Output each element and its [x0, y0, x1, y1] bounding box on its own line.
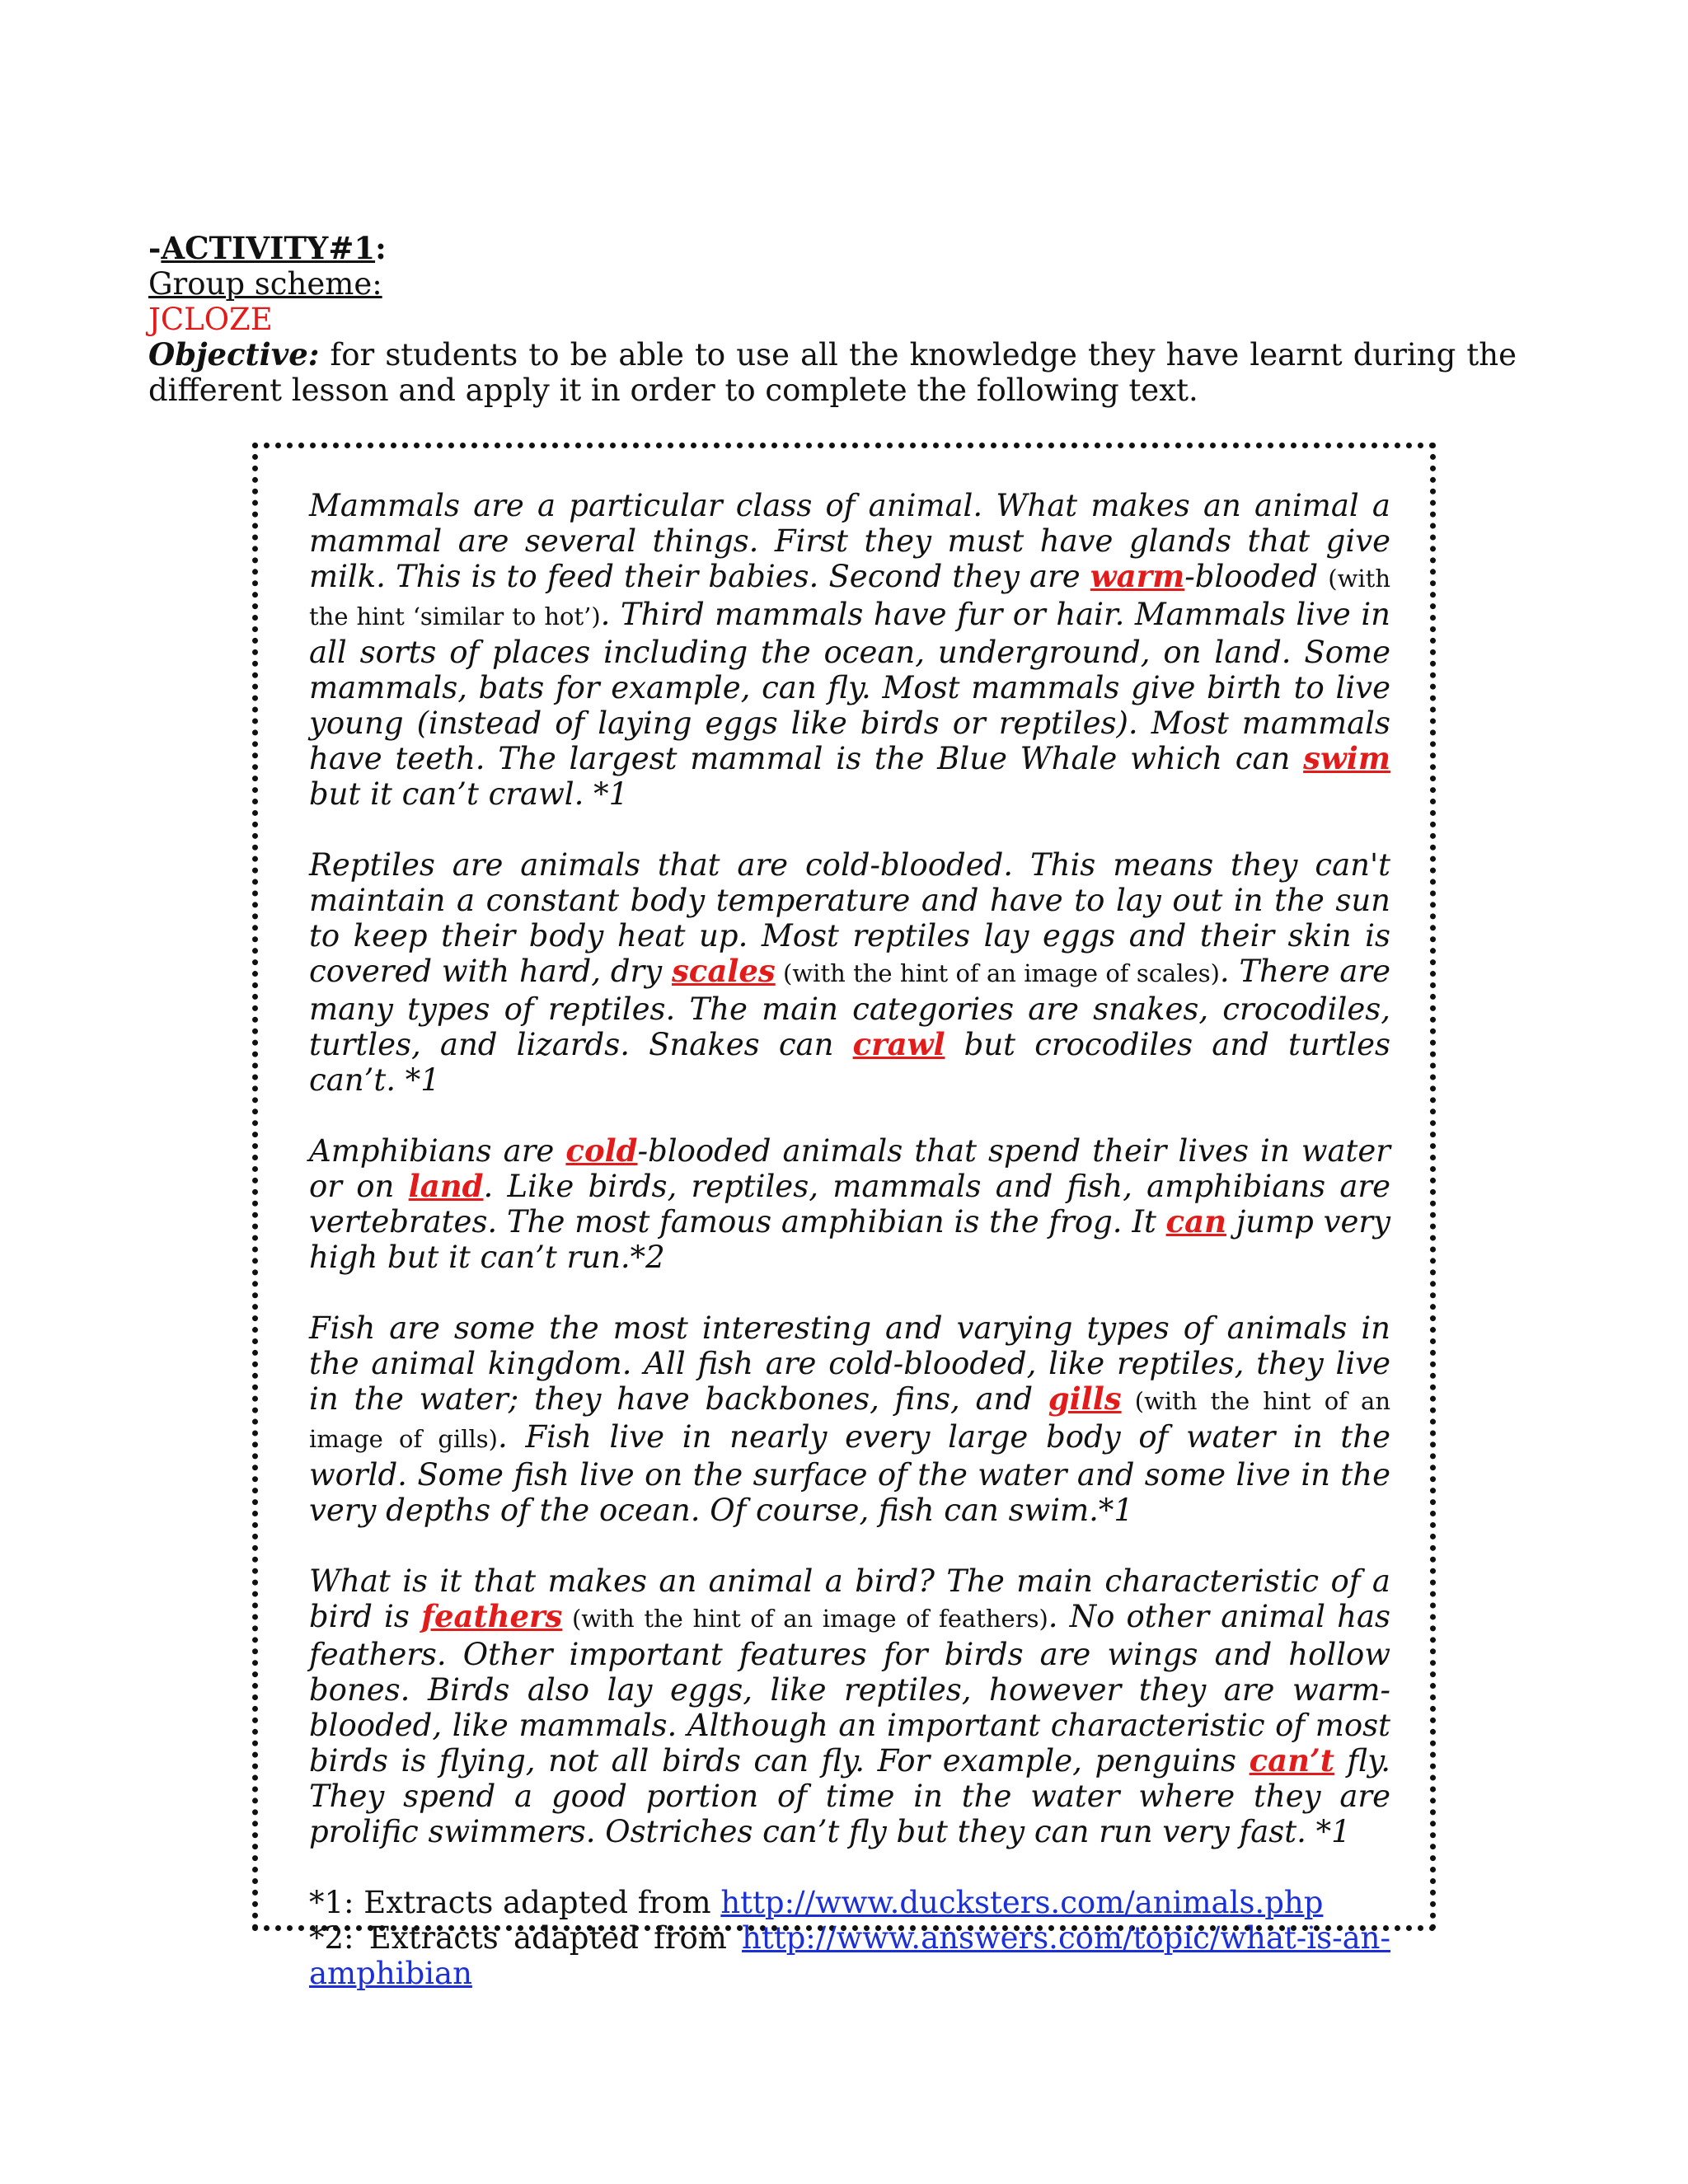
reference-link-answers[interactable]: http://www.answers.com/topic/what-is-an-amphibian: [309, 1920, 1390, 1991]
answer-feathers: feathers: [421, 1598, 563, 1634]
objective-label: Objective:: [148, 336, 320, 373]
reference-link-ducksters[interactable]: http://www.ducksters.com/animals.php: [720, 1885, 1324, 1920]
group-scheme-label: Group scheme:: [148, 266, 382, 302]
answer-cant: can’t: [1249, 1742, 1334, 1779]
paragraph-birds: What is it that makes an animal a bird? The main characteristic of a bird is feathers (with the hint of an image of feathers). No other animal has feathers. Other important features for birds are wings and hollow bones. Birds also lay eggs, like reptiles, however they are warm-blooded, like mammals. Although an important characteristic of most birds is flying, not all birds can fly. For example, penguins can’t fly. They spend a good portion of time in the water where they are prolific swimmers. Ostriches can’t fly but they can run very fast. *1: [309, 1563, 1391, 1849]
cloze-text-content: [309, 488, 1390, 1991]
activity-title-text: ACTIVITY#1: [161, 230, 376, 266]
answer-warm: warm: [1090, 558, 1185, 594]
activity-header: [148, 231, 1517, 408]
activity-title: -ACTIVITY#1:: [148, 230, 387, 266]
paragraph-mammals: Mammals are a particular class of animal. What makes an animal a mammal are several things. First they must have glands that give milk. This is to feed their babies. Second they are warm-blooded (with the hint ‘similar to hot’). Third mammals have fur or hair. Mammals live in all sorts of places including the ocean, underground, on land. Some mammals, bats for example, can fly. Most mammals give birth to live young (instead of laying eggs like birds or reptiles). Most mammals have teeth. The largest mammal is the Blue Whale which can swim but it can’t crawl. *1: [309, 488, 1391, 812]
answer-swim: swim: [1303, 740, 1390, 776]
hint-fish: (with the hint of an image of gills): [309, 1387, 1390, 1453]
hint-mammals: (with the hint ‘similar to hot’): [309, 565, 1391, 630]
answer-cold: cold: [565, 1132, 638, 1169]
answer-scales: scales: [671, 953, 776, 989]
answer-gills: gills: [1048, 1380, 1122, 1417]
tool-name: JCLOZE: [148, 302, 273, 337]
paragraph-fish: Fish are some the most interesting and varying types of animals in the animal kingdom. All fish are cold-blooded, like reptiles, they live in the water; they have backbones, fins, and gills (with the hint of an image of gills). Fish live in nearly every large body of water in the world. Some fish live on the surface of the water and some live in the very depths of the ocean. Of course, fish can swim.*1: [309, 1310, 1391, 1528]
hint-birds: (with the hint of an image of feathers): [562, 1605, 1048, 1633]
hint-reptiles: (with the hint of an image of scales): [775, 959, 1220, 987]
objective: [148, 337, 1517, 408]
reference-2: *2: Extracts adapted from http://www.answers.com/topic/what-is-an-amphibian: [309, 1920, 1390, 1991]
references: [309, 1885, 1390, 1991]
answer-land: land: [408, 1168, 484, 1204]
cloze-text-box: [252, 443, 1436, 1991]
reference-1: *1: Extracts adapted from http://www.ducksters.com/animals.php: [309, 1885, 1324, 1920]
paragraph-amphibians: Amphibians are cold-blooded animals that spend their lives in water or on land. Like birds, reptiles, mammals and fish, amphibians are vertebrates. The most famous amphibian is the frog. It can jump very high but it can’t run.*2: [309, 1132, 1391, 1275]
objective-text: for students to be able to use all the knowledge they have learnt during the different lesson and apply it in order to complete the following text.: [148, 337, 1517, 408]
answer-crawl: crawl: [852, 1026, 945, 1062]
answer-can: can: [1165, 1203, 1226, 1240]
paragraph-reptiles: Reptiles are animals that are cold-blooded. This means they can't maintain a constant body temperature and have to lay out in the sun to keep their body heat up. Most reptiles lay eggs and their skin is covered with hard, dry scales (with the hint of an image of scales). There are many types of reptiles. The main categories are snakes, crocodiles, turtles, and lizards. Snakes can crawl but crocodiles and turtles can’t. *1: [309, 847, 1390, 1098]
